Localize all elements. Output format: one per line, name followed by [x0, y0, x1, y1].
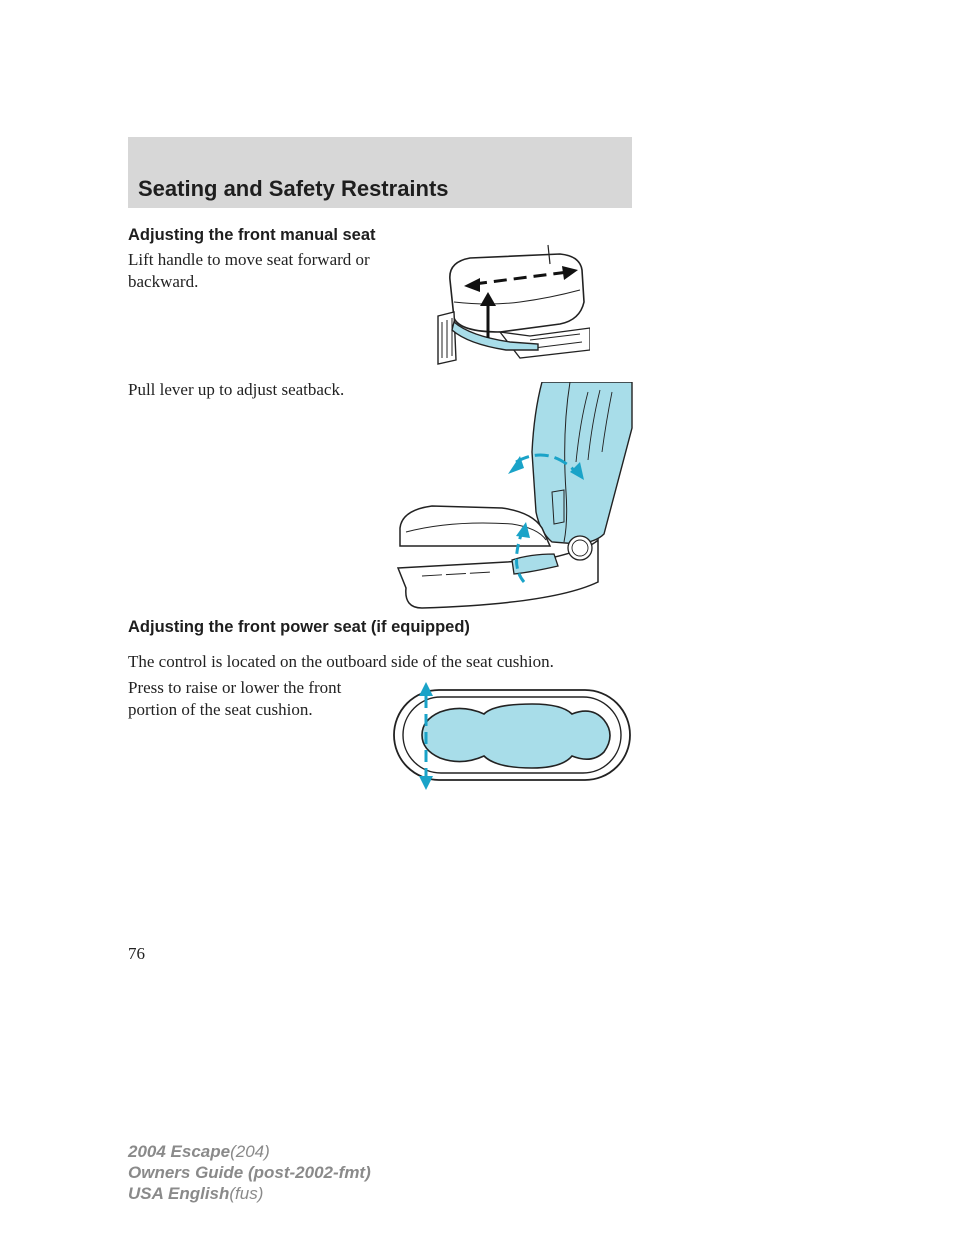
footer-guide: Owners Guide (post-2002-fmt) [128, 1163, 371, 1182]
footer-model-code: (204) [230, 1142, 270, 1161]
lift-handle-text: Lift handle to move seat forward or backward. [128, 250, 370, 291]
footer-model: 2004 Escape [128, 1142, 231, 1161]
power-seat-control-figure [392, 676, 634, 794]
seatback-recline-figure [392, 382, 634, 612]
footer-line-3 [128, 1183, 371, 1204]
press-raise-lower-text: Press to raise or lower the front portion of the seat cushion. [128, 678, 342, 719]
manual-seat-heading: Adjusting the front manual seat [128, 226, 376, 244]
footer-language: USA English [128, 1184, 230, 1203]
section-title: Seating and Safety Restraints [138, 176, 449, 201]
document-footer [128, 1141, 371, 1204]
control-location-text: The control is located on the outboard side of the seat cushion. [128, 652, 554, 671]
page-number: 76 [128, 944, 145, 963]
footer-line-2 [128, 1162, 371, 1183]
seatback-lever-text: Pull lever up to adjust seatback. [128, 380, 345, 399]
power-seat-heading: Adjusting the front power seat (if equipped) [128, 618, 470, 636]
seat-slide-handle-figure [430, 240, 590, 368]
section-header-band [128, 137, 632, 208]
footer-line-1 [128, 1141, 371, 1162]
footer-language-code: (fus) [229, 1184, 264, 1203]
